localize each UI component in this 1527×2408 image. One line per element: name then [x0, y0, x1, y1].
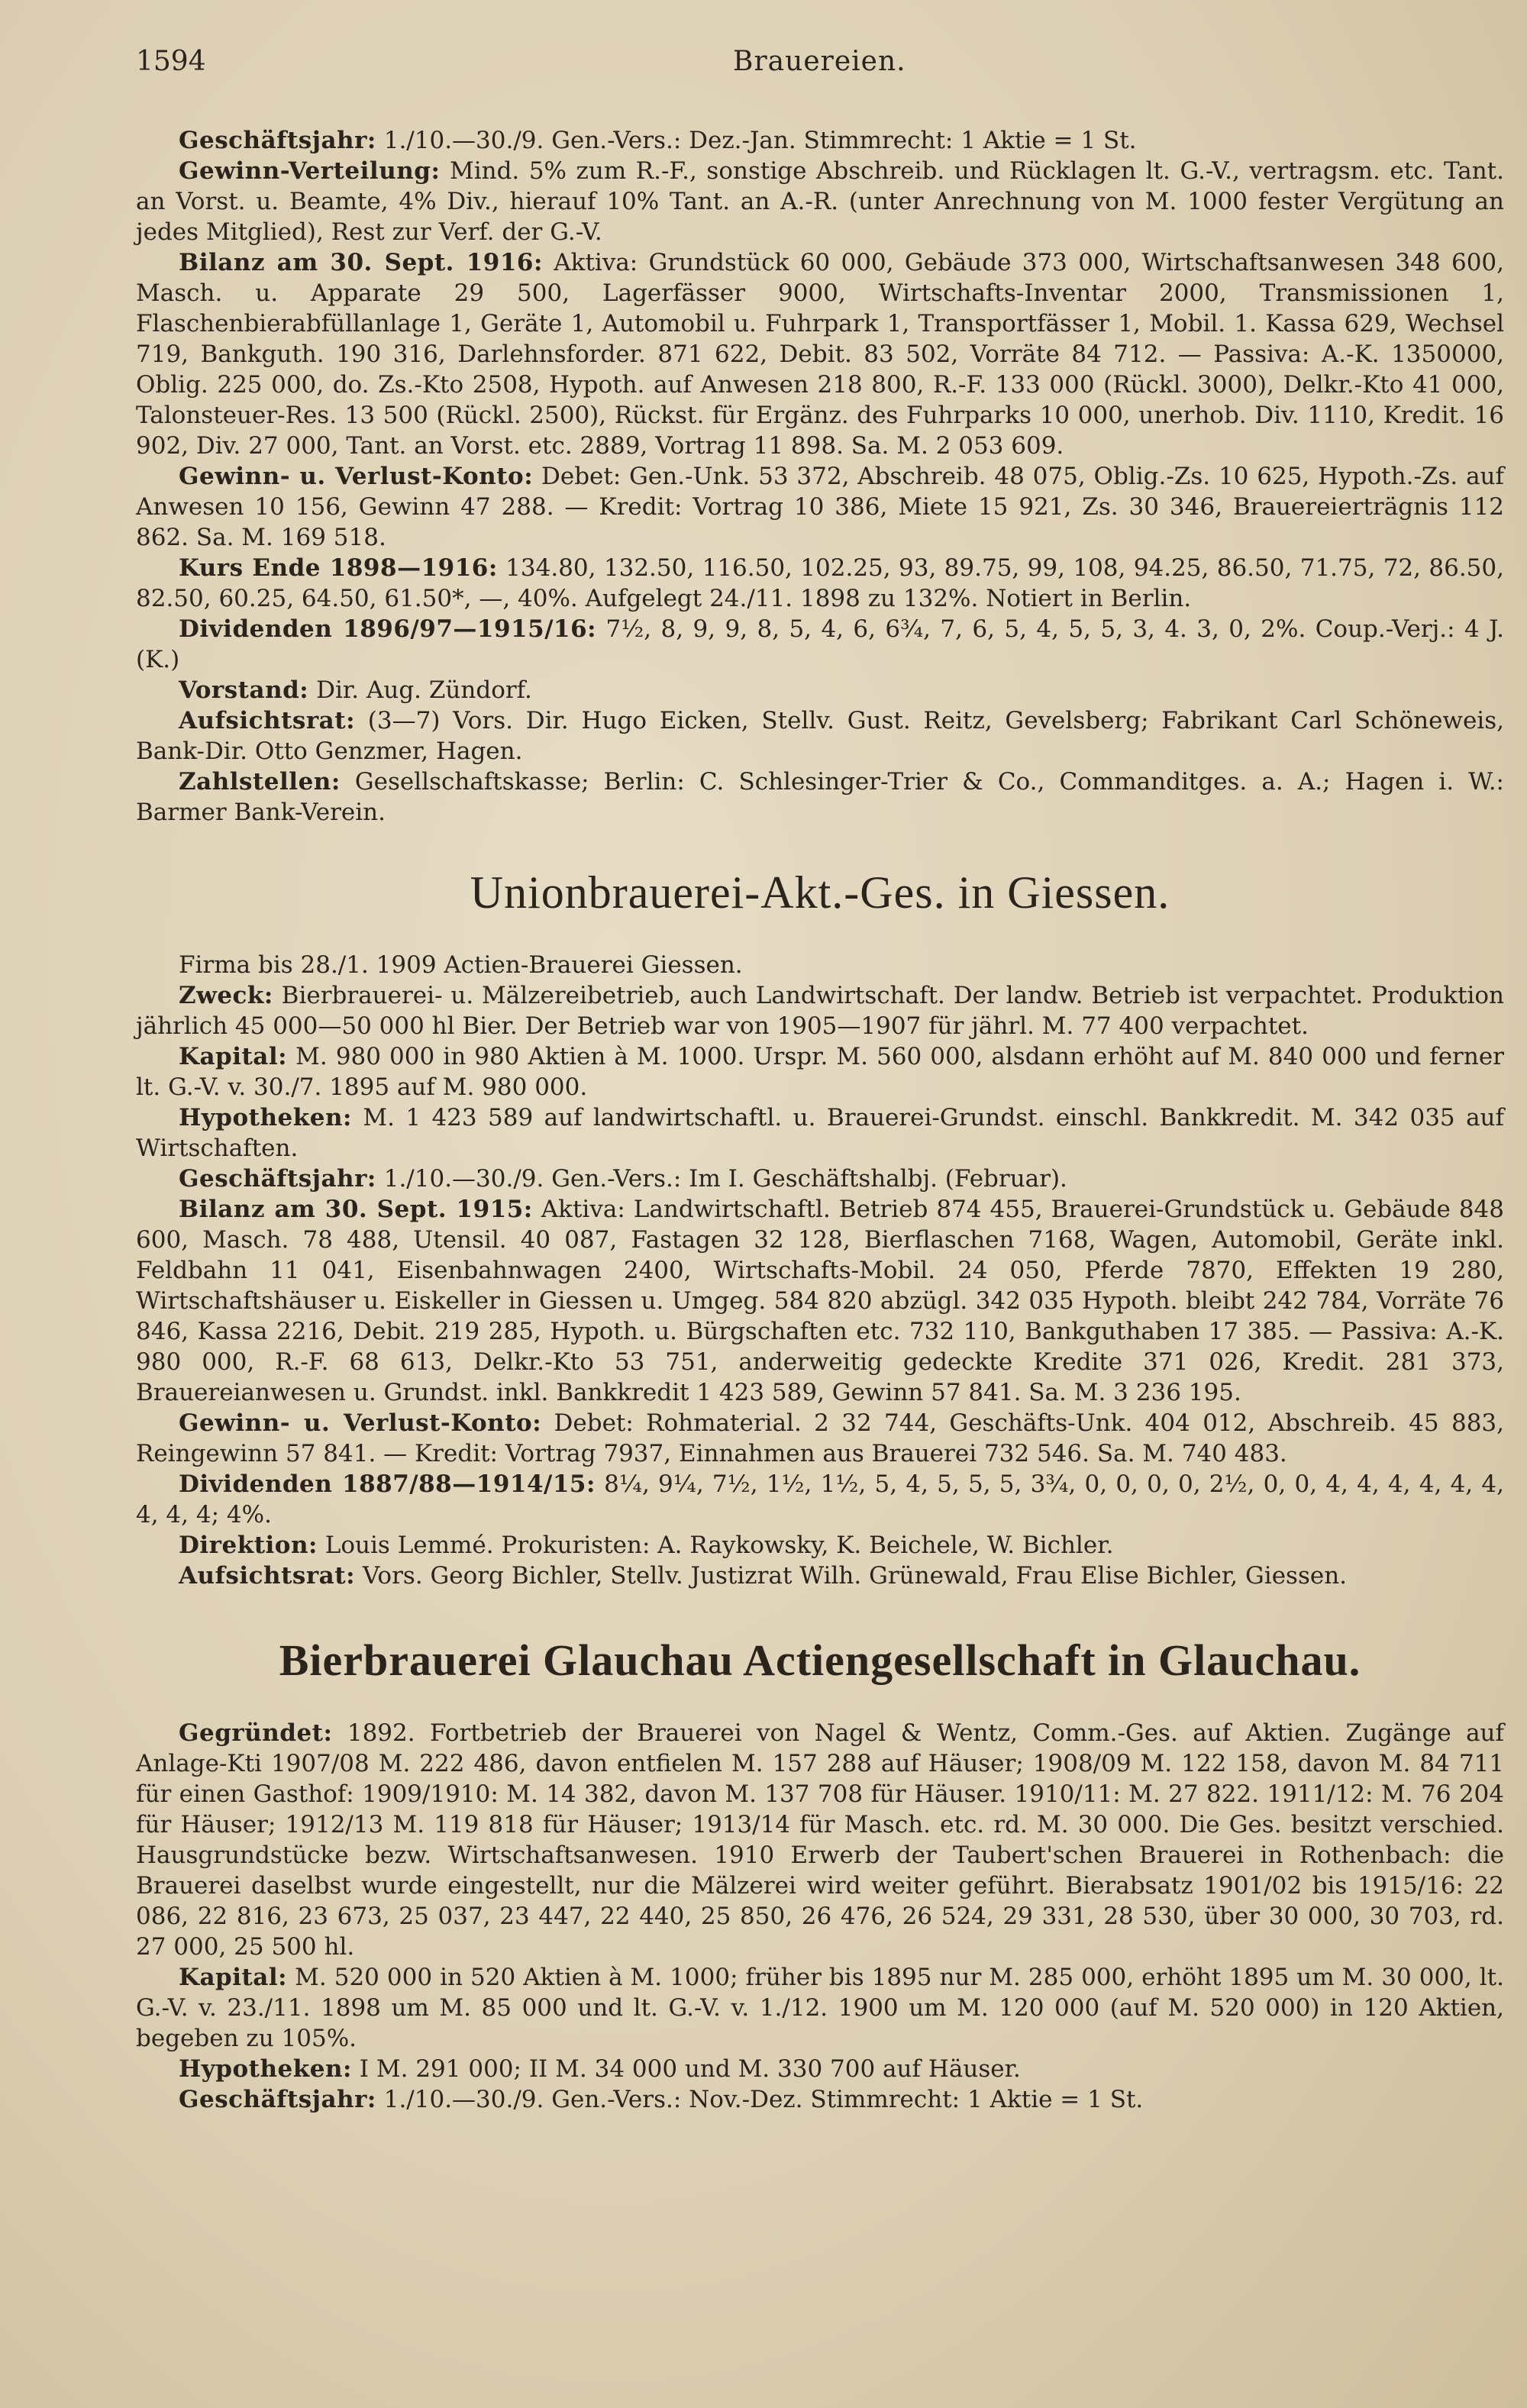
paragraph [136, 980, 1504, 1041]
paragraph-label: Direktion: [179, 1532, 318, 1559]
paragraph [136, 614, 1504, 675]
section-glauchau [136, 1718, 1504, 2115]
paragraph [136, 767, 1504, 828]
paragraph-label: Zweck: [179, 982, 273, 1009]
paragraph-text: Aktiva: Landwirtschaftl. Betrieb 874 455, Brauerei-Grundstück u. Gebäude 848 600, Masch. 78 488, Utensil. 40 087, Fastagen 32 128, Bierflaschen 7168, Wagen, Automobil, Geräte inkl. Feldbahn 11 041, Eisenbahnwagen 2400, Wirtschafts-Mobil. 24 050, Pferde 7870, Effekten 19 280, Wirtschaftshäuser u. Eiskeller in Giessen u. Umgeg. 584 820 abzügl. 342 035 Hypoth. bleibt 242 784, Vorräte 76 846, Kassa 2216, Debit. 219 285, Hypoth. u. Bürgschaften etc. 732 110, Bankguthaben 17 385. — Passiva: A.-K. 980 000, R.-F. 68 613, Delkr.-Kto 53 751, anderweitig gedeckte Kredite 371 026, Kredit. 281 373, Brauereianwesen u. Grundst. inkl. Bankkredit 1 423 589, Gewinn 57 841. Sa. M. 3 236 195. [136, 1196, 1504, 1406]
paragraph-label: Gewinn-Verteilung: [179, 157, 441, 185]
section-previous-company [136, 125, 1504, 828]
paragraph-label: Vorstand: [179, 676, 309, 704]
paragraph-label: Gewinn- u. Verlust-Konto: [179, 463, 534, 490]
running-title: Brauereien. [733, 46, 906, 77]
paragraph-text: Firma bis 28./1. 1909 Actien-Brauerei Giessen. [179, 951, 743, 979]
paragraph [136, 125, 1504, 156]
paragraph-label: Gewinn- u. Verlust-Konto: [179, 1409, 542, 1437]
paragraph [136, 1469, 1504, 1530]
paragraph-text: 7½, 8, 9, 9, 8, 5, 4, 6, 6¾, 7, 6, 5, 4, 5, 5, 3, 4. 3, 0, 2%. Coup.-Verj.: 4 J. (K.) [136, 615, 1504, 673]
paragraph [136, 1164, 1504, 1194]
paragraph-label: Geschäftsjahr: [179, 2086, 376, 2113]
paragraph [136, 1718, 1504, 1962]
paragraph-label: Bilanz am 30. Sept. 1915: [179, 1196, 533, 1223]
paragraph-text: Debet: Rohmaterial. 2 32 744, Geschäfts-Unk. 404 012, Abschreib. 45 883, Reingewinn 57 841. — Kredit: Vortrag 7937, Einnahmen aus Brauerei 732 546. Sa. M. 740 483. [136, 1409, 1505, 1467]
paragraph [136, 247, 1504, 461]
paragraph-text: M. 980 000 in 980 Aktien à M. 1000. Urspr. M. 560 000, alsdann erhöht auf M. 840 000 und ferner lt. G.-V. v. 30./7. 1895 auf M. 980 000. [136, 1043, 1504, 1101]
section-unionbrauerei [136, 950, 1504, 1591]
paragraph-text: 134.80, 132.50, 116.50, 102.25, 93, 89.75, 99, 108, 94.25, 86.50, 71.75, 72, 86.50, 82.50, 60.25, 64.50, 61.50*, —, 40%. Aufgelegt 24./11. 1898 zu 132%. Notiert in Berlin. [136, 554, 1504, 612]
paragraph-text: (3—7) Vors. Dir. Hugo Eicken, Stellv. Gust. Reitz, Gevelsberg; Fabrikant Carl Schöneweis, Bank-Dir. Otto Genzmer, Hagen. [136, 707, 1504, 765]
paragraph [136, 1530, 1504, 1561]
paragraph-text: 1./10.—30./9. Gen.-Vers.: Dez.-Jan. Stimmrecht: 1 Aktie = 1 St. [376, 127, 1137, 154]
paragraph [136, 553, 1504, 614]
paragraph [136, 705, 1504, 767]
paragraph [136, 950, 1504, 980]
paragraph-label: Zahlstellen: [179, 768, 341, 796]
paragraph-label: Dividenden 1896/97—1915/16: [179, 615, 597, 643]
paragraph [136, 1102, 1504, 1164]
paragraph [136, 2084, 1504, 2115]
paragraph-label: Dividenden 1887/88—1914/15: [179, 1470, 596, 1498]
paragraph-text: Dir. Aug. Zündorf. [308, 676, 532, 704]
paragraph [136, 2054, 1504, 2084]
paragraph-label: Aufsichtsrat: [179, 1562, 356, 1590]
paragraph-label: Geschäftsjahr: [179, 1165, 376, 1193]
company-title-glauchau: Bierbrauerei Glauchau Actiengesellschaft in Glauchau. [279, 1635, 1361, 1685]
paragraph [136, 675, 1504, 705]
company-title-unionbrauerei: Unionbrauerei-Akt.-Ges. in Giessen. [470, 867, 1170, 918]
paragraph-text: 1892. Fortbetrieb der Brauerei von Nagel & Wentz, Comm.-Ges. auf Aktien. Zugänge auf Anlage-Kti 1907/08 M. 222 486, davon entfielen M. 157 288 auf Häuser; 1908/09 M. 122 158, davon M. 84 711 für einen Gasthof: 1909/1910: M. 14 382, davon M. 137 708 für Häuser. 1910/11: M. 27 822. 1911/12: M. 76 204 für Häuser; 1912/13 M. 119 818 für Häuser; 1913/14 für Masch. etc. rd. M. 30 000. Die Ges. besitzt verschied. Hausgrundstücke bezw. Wirtschaftsanwesen. 1910 Erwerb der Taubert'schen Brauerei in Rothenbach: die Brauerei daselbst wurde eingestellt, nur die Mälzerei wird weiter geführt. Bierabsatz 1901/02 bis 1915/16: 22 086, 22 816, 23 673, 25 037, 23 447, 22 440, 25 850, 26 476, 26 524, 29 331, 28 530, über 30 000, 30 703, rd. 27 000, 25 500 hl. [136, 1719, 1504, 1961]
paragraph [136, 1408, 1504, 1469]
paragraph-label: Aufsichtsrat: [179, 707, 356, 734]
page-header [136, 46, 1504, 92]
paragraph-text: 1./10.—30./9. Gen.-Vers.: Nov.-Dez. Stimmrecht: 1 Aktie = 1 St. [376, 2086, 1144, 2113]
paragraph [136, 1561, 1504, 1591]
paragraph-text: Debet: Gen.-Unk. 53 372, Abschreib. 48 075, Oblig.-Zs. 10 625, Hypoth.-Zs. auf Anwesen 10 156, Gewinn 47 288. — Kredit: Vortrag 10 386, Miete 15 921, Zs. 30 346, Brauereierträgnis 112 862. Sa. M. 169 518. [136, 463, 1504, 551]
paragraph [136, 1194, 1504, 1408]
paragraph [136, 461, 1504, 553]
paragraph-label: Bilanz am 30. Sept. 1916: [179, 249, 543, 276]
paragraph-text: Aktiva: Grundstück 60 000, Gebäude 373 000, Wirtschaftsanwesen 348 600, Masch. u. Apparate 29 500, Lagerfässer 9000, Wirtschafts-Inventar 2000, Transmissionen 1, Flaschenbierabfüllanlage 1, Geräte 1, Automobil u. Fuhrpark 1, Transportfässer 1, Mobil. 1. Kassa 629, Wechsel 719, Bankguth. 190 316, Darlehnsforder. 871 622, Debit. 83 502, Vorräte 84 712. — Passiva: A.-K. 1350000, Oblig. 225 000, do. Zs.-Kto 2508, Hypoth. auf Anwesen 218 800, R.-F. 133 000 (Rückl. 3000), Delkr.-Kto 41 000, Talonsteuer-Res. 13 500 (Rückl. 2500), Rückst. für Ergänz. des Fuhrparks 10 000, unerhob. Div. 1110, Kredit. 16 902, Div. 27 000, Tant. an Vorst. etc. 2889, Vortrag 11 898. Sa. M. 2 053 609. [136, 249, 1505, 460]
paragraph-label: Hypotheken: [179, 2055, 352, 2083]
paragraph-label: Gegründet: [179, 1719, 333, 1747]
paragraph-text: M. 520 000 in 520 Aktien à M. 1000; früher bis 1895 nur M. 285 000, erhöht 1895 um M. 30 000, lt. G.-V. v. 23./11. 1898 um M. 85 000 und lt. G.-V. v. 1./12. 1900 um M. 120 000 (auf M. 520 000) in 120 Aktien, begeben zu 105%. [136, 1964, 1504, 2052]
paragraph-text: M. 1 423 589 auf landwirtschaftl. u. Brauerei-Grundst. einschl. Bankkredit. M. 342 035 auf Wirtschaften. [136, 1104, 1504, 1162]
paragraph-label: Kurs Ende 1898—1916: [179, 554, 498, 582]
paragraph-text: I M. 291 000; II M. 34 000 und M. 330 700 auf Häuser. [351, 2055, 1021, 2083]
paragraph-label: Kapital: [179, 1043, 288, 1070]
paragraph [136, 1041, 1504, 1102]
paragraph-text: Gesellschaftskasse; Berlin: C. Schlesinger-Trier & Co., Commanditges. a. A.; Hagen i. W.: Barmer Bank-Verein. [136, 768, 1504, 826]
paragraph-label: Geschäftsjahr: [179, 127, 376, 154]
page-number: 1594 [136, 46, 206, 77]
paragraph-text: Louis Lemmé. Prokuristen: A. Raykowsky, K. Beichele, W. Bichler. [317, 1532, 1114, 1559]
paragraph-text: Bierbrauerei- u. Mälzereibetrieb, auch Landwirtschaft. Der landw. Betrieb ist verpachtet. Produktion jährlich 45 000—50 000 hl Bier. Der Betrieb war von 1905—1907 für jährl. M. 77 400 verpachtet. [136, 982, 1504, 1040]
paragraph-label: Hypotheken: [179, 1104, 352, 1131]
paragraph [136, 1962, 1504, 2054]
paragraph-text: Mind. 5% zum R.-F., sonstige Abschreib. und Rücklagen lt. G.-V., vertragsm. etc. Tant. an Vorst. u. Beamte, 4% Div., hierauf 10% Tant. an A.-R. (unter Anrechnung von M. 1000 fester Vergütung an jedes Mitglied), Rest zur Verf. der G.-V. [136, 157, 1504, 246]
paragraph [136, 156, 1504, 247]
paragraph-text: 8¼, 9¼, 7½, 1½, 1½, 5, 4, 5, 5, 5, 3¾, 0, 0, 0, 0, 2½, 0, 0, 4, 4, 4, 4, 4, 4, 4, 4, 4; 4%. [136, 1470, 1504, 1528]
paragraph-label: Kapital: [179, 1964, 288, 1991]
paragraph-text: Vors. Georg Bichler, Stellv. Justizrat Wilh. Grünewald, Frau Elise Bichler, Giessen. [355, 1562, 1348, 1590]
paragraph-text: 1./10.—30./9. Gen.-Vers.: Im I. Geschäftshalbj. (Februar). [376, 1165, 1067, 1193]
